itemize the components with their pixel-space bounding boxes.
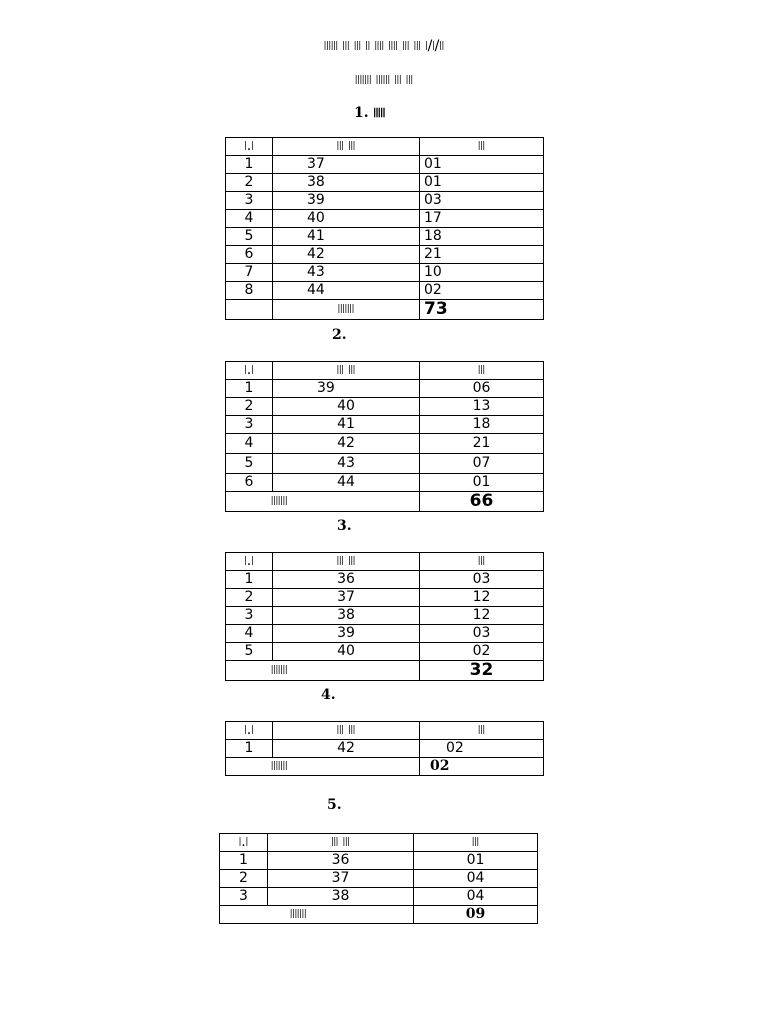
cell-serial: 1 — [226, 380, 273, 398]
cell-serial: 1 — [226, 156, 273, 174]
table-row — [226, 380, 544, 398]
total-label: ৷৷৷৷৷৷৷ — [226, 758, 420, 776]
total-label: ৷৷৷৷৷৷৷ — [220, 906, 414, 924]
cell-serial: 3 — [226, 416, 273, 434]
cell-serial: 7 — [226, 264, 273, 282]
document-subtitle: ৷৷৷৷৷৷৷ ৷৷৷৷৷৷ ৷৷৷ ৷৷৷ — [355, 72, 413, 88]
cell-count: 21 — [420, 246, 544, 264]
cell-size: 38 — [268, 888, 414, 906]
total-value: 73 — [420, 300, 544, 320]
table-row — [226, 246, 544, 264]
cell-count: 13 — [420, 398, 544, 416]
cell-serial: 5 — [226, 454, 273, 474]
total-label: ৷৷৷৷৷৷৷ — [226, 492, 420, 512]
cell-size: 42 — [273, 434, 420, 454]
cell-size: 44 — [273, 282, 420, 300]
section-5-title: 5. — [327, 797, 342, 813]
total-value: 09 — [414, 906, 538, 924]
table-header-row — [226, 722, 544, 740]
cell-count: 01 — [420, 474, 544, 492]
cell-serial: 4 — [226, 210, 273, 228]
cell-count: 10 — [420, 264, 544, 282]
section-1-table — [225, 137, 544, 320]
document-title: ৷৷৷৷৷৷ ৷৷৷ ৷৷৷ ৷৷ ৷৷৷৷ ৷৷৷৷ ৷৷৷ ৷৷৷ ৷/৷/৷৷ — [323, 38, 445, 54]
total-row — [226, 300, 544, 320]
cell-serial: 2 — [226, 398, 273, 416]
table-row — [220, 888, 538, 906]
total-empty-cell — [226, 300, 273, 320]
cell-count: 02 — [420, 643, 544, 661]
cell-serial: 2 — [220, 870, 268, 888]
cell-size: 36 — [273, 571, 420, 589]
cell-serial: 3 — [226, 607, 273, 625]
total-value: 32 — [420, 661, 544, 681]
total-label: ৷৷৷৷৷৷৷ — [273, 300, 420, 320]
header-size: ৷৷৷ ৷৷৷ — [273, 722, 420, 740]
cell-size: 40 — [273, 210, 420, 228]
header-count: ৷৷৷ — [420, 553, 544, 571]
cell-count: 21 — [420, 434, 544, 454]
cell-size: 43 — [273, 454, 420, 474]
cell-count: 03 — [420, 571, 544, 589]
total-row — [226, 492, 544, 512]
cell-size: 43 — [273, 264, 420, 282]
total-row — [226, 661, 544, 681]
cell-size: 41 — [273, 416, 420, 434]
table-row — [226, 398, 544, 416]
header-serial: ৷.৷ — [226, 722, 273, 740]
table-row — [226, 740, 544, 758]
table-row — [226, 174, 544, 192]
cell-serial: 2 — [226, 589, 273, 607]
cell-count: 04 — [414, 888, 538, 906]
cell-size: 38 — [273, 607, 420, 625]
total-value: 66 — [420, 492, 544, 512]
cell-size: 38 — [273, 174, 420, 192]
cell-count: 17 — [420, 210, 544, 228]
cell-serial: 4 — [226, 434, 273, 454]
table-row — [220, 870, 538, 888]
table-row — [226, 192, 544, 210]
cell-serial: 8 — [226, 282, 273, 300]
table-row — [226, 282, 544, 300]
cell-size: 37 — [273, 156, 420, 174]
cell-serial: 6 — [226, 474, 273, 492]
header-serial: ৷.৷ — [226, 553, 273, 571]
header-count: ৷৷৷ — [420, 362, 544, 380]
table-header-row — [226, 553, 544, 571]
table-row — [226, 264, 544, 282]
cell-size: 44 — [273, 474, 420, 492]
table-row — [226, 474, 544, 492]
cell-serial: 5 — [226, 643, 273, 661]
table-row — [226, 607, 544, 625]
table-row — [226, 643, 544, 661]
cell-count: 18 — [420, 416, 544, 434]
cell-size: 39 — [273, 380, 420, 398]
cell-count: 03 — [420, 192, 544, 210]
cell-size: 42 — [273, 740, 420, 758]
section-1-title: 1. ৷৷৷৷৷ — [354, 105, 386, 121]
table-header-row — [220, 834, 538, 852]
cell-count: 12 — [420, 589, 544, 607]
total-value: 02 — [420, 758, 544, 776]
table-row — [226, 454, 544, 474]
cell-size: 41 — [273, 228, 420, 246]
table-row — [226, 625, 544, 643]
section-3-table — [225, 552, 544, 681]
header-count: ৷৷৷ — [420, 138, 544, 156]
cell-count: 07 — [420, 454, 544, 474]
section-4-table — [225, 721, 544, 776]
cell-count: 02 — [420, 282, 544, 300]
header-size: ৷৷৷ ৷৷৷ — [273, 138, 420, 156]
total-label: ৷৷৷৷৷৷৷ — [226, 661, 420, 681]
header-count: ৷৷৷ — [414, 834, 538, 852]
table-header-row — [226, 362, 544, 380]
header-count: ৷৷৷ — [420, 722, 544, 740]
cell-count: 01 — [420, 156, 544, 174]
header-serial: ৷.৷ — [226, 138, 273, 156]
section-4-title: 4. — [321, 687, 336, 703]
total-row — [226, 758, 544, 776]
section-5-table — [219, 833, 538, 924]
table-row — [226, 210, 544, 228]
cell-size: 40 — [273, 643, 420, 661]
cell-serial: 4 — [226, 625, 273, 643]
header-size: ৷৷৷ ৷৷৷ — [273, 553, 420, 571]
cell-size: 37 — [273, 589, 420, 607]
header-size: ৷৷৷ ৷৷৷ — [273, 362, 420, 380]
cell-serial: 1 — [220, 852, 268, 870]
header-size: ৷৷৷ ৷৷৷ — [268, 834, 414, 852]
cell-count: 18 — [420, 228, 544, 246]
cell-size: 42 — [273, 246, 420, 264]
section-2-table — [225, 361, 544, 512]
cell-serial: 3 — [226, 192, 273, 210]
cell-size: 37 — [268, 870, 414, 888]
cell-count: 01 — [420, 174, 544, 192]
cell-size: 40 — [273, 398, 420, 416]
cell-serial: 2 — [226, 174, 273, 192]
table-row — [226, 156, 544, 174]
table-row — [226, 228, 544, 246]
table-row — [226, 571, 544, 589]
table-header-row — [226, 138, 544, 156]
cell-count: 02 — [420, 740, 544, 758]
table-row — [226, 434, 544, 454]
section-2-title: 2. — [332, 327, 347, 343]
cell-serial: 6 — [226, 246, 273, 264]
cell-serial: 1 — [226, 740, 273, 758]
cell-serial: 5 — [226, 228, 273, 246]
table-row — [226, 589, 544, 607]
cell-size: 36 — [268, 852, 414, 870]
cell-count: 03 — [420, 625, 544, 643]
total-row — [220, 906, 538, 924]
table-row — [220, 852, 538, 870]
cell-count: 04 — [414, 870, 538, 888]
cell-count: 01 — [414, 852, 538, 870]
cell-size: 39 — [273, 192, 420, 210]
cell-serial: 3 — [220, 888, 268, 906]
section-3-title: 3. — [337, 518, 352, 534]
header-serial: ৷.৷ — [220, 834, 268, 852]
cell-serial: 1 — [226, 571, 273, 589]
table-row — [226, 416, 544, 434]
cell-count: 06 — [420, 380, 544, 398]
cell-count: 12 — [420, 607, 544, 625]
cell-size: 39 — [273, 625, 420, 643]
header-serial: ৷.৷ — [226, 362, 273, 380]
